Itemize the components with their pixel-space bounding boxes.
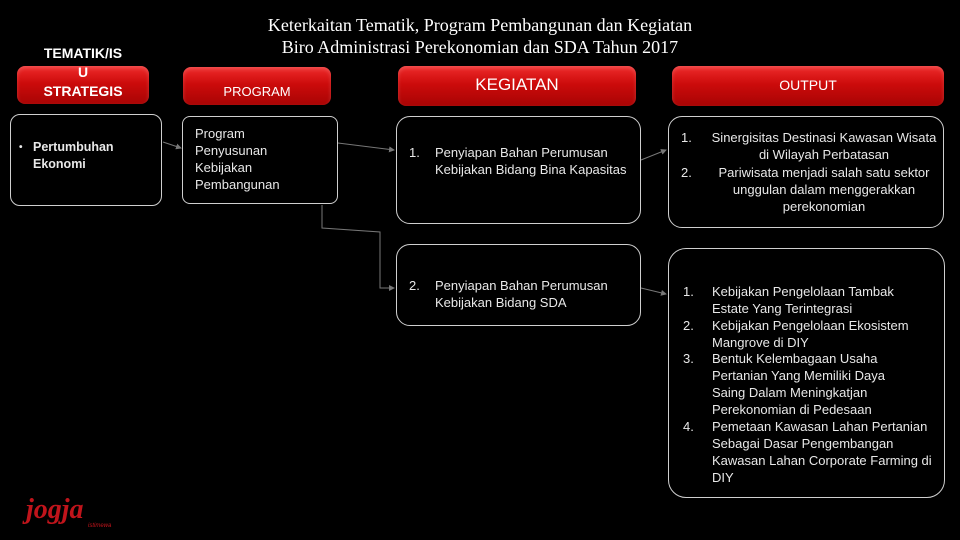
output-text: Kebijakan Pengelolaan Tambak Estate Yang Terintegrasi xyxy=(712,284,894,316)
output-number: 3. xyxy=(683,351,694,366)
program-text: Program Penyusunan Kebijakan Pembangunan xyxy=(195,126,280,192)
header-tematik-line-3: STRATEGIS xyxy=(43,83,123,99)
header-tematik-line-1: TEMATIK/IS xyxy=(43,45,123,61)
tematik-item: • Pertumbuhan Ekonomi xyxy=(33,139,155,173)
output-number: 1. xyxy=(681,130,692,145)
output-text: Pemetaan Kawasan Lahan Pertanian Sebagai Dasar Pengembangan Kawasan Lahan Corporate Farming di DIY xyxy=(712,419,932,485)
output-text: Sinergisitas Destinasi Kawasan Wisata di Wilayah Perbatasan xyxy=(711,130,937,162)
kegiatan-number: 2. xyxy=(409,278,420,293)
jogja-logo xyxy=(24,494,144,530)
header-kegiatan: KEGIATAN xyxy=(398,66,636,106)
output-number: 1. xyxy=(683,284,694,299)
title-line-2: Biro Administrasi Perekonomian dan SDA Tahun 2017 xyxy=(281,37,679,57)
kegiatan-number: 1. xyxy=(409,145,420,160)
output-text: Bentuk Kelembagaan Usaha Pertanian Yang Memiliki Daya Saing Dalam Meningkatjan Perekonomian di Pedesaan xyxy=(712,351,885,417)
kegiatan-text: Penyiapan Bahan Perumusan Kebijakan Bidang Bina Kapasitas xyxy=(435,145,627,177)
arrow-tematik-program xyxy=(163,142,181,148)
svg-text:istimewa: istimewa xyxy=(88,523,112,529)
header-tematik-line-2: U xyxy=(77,64,89,80)
header-output: OUTPUT xyxy=(672,66,944,106)
output-number: 4. xyxy=(683,419,694,434)
svg-text:jogja: jogja xyxy=(26,494,84,525)
arrow-kegiatan-output-2 xyxy=(641,288,666,294)
arrow-program-kegiatan-1 xyxy=(338,143,394,150)
kegiatan-text: Penyiapan Bahan Perumusan Kebijakan Bidang SDA xyxy=(435,278,608,310)
output-text: Pariwisata menjadi salah satu sektor unggulan dalam menggerakkan perekonomian xyxy=(718,165,930,214)
output-number: 2. xyxy=(681,165,692,180)
header-program: PROGRAM xyxy=(183,67,331,105)
output-number: 2. xyxy=(683,318,694,333)
title-line-1: Keterkaitan Tematik, Program Pembangunan dan Kegiatan xyxy=(267,15,693,35)
output-text: Kebijakan Pengelolaan Ekosistem Mangrove di DIY xyxy=(712,318,909,350)
arrow-kegiatan-output-1 xyxy=(641,150,666,160)
arrow-program-kegiatan-2 xyxy=(322,205,394,288)
